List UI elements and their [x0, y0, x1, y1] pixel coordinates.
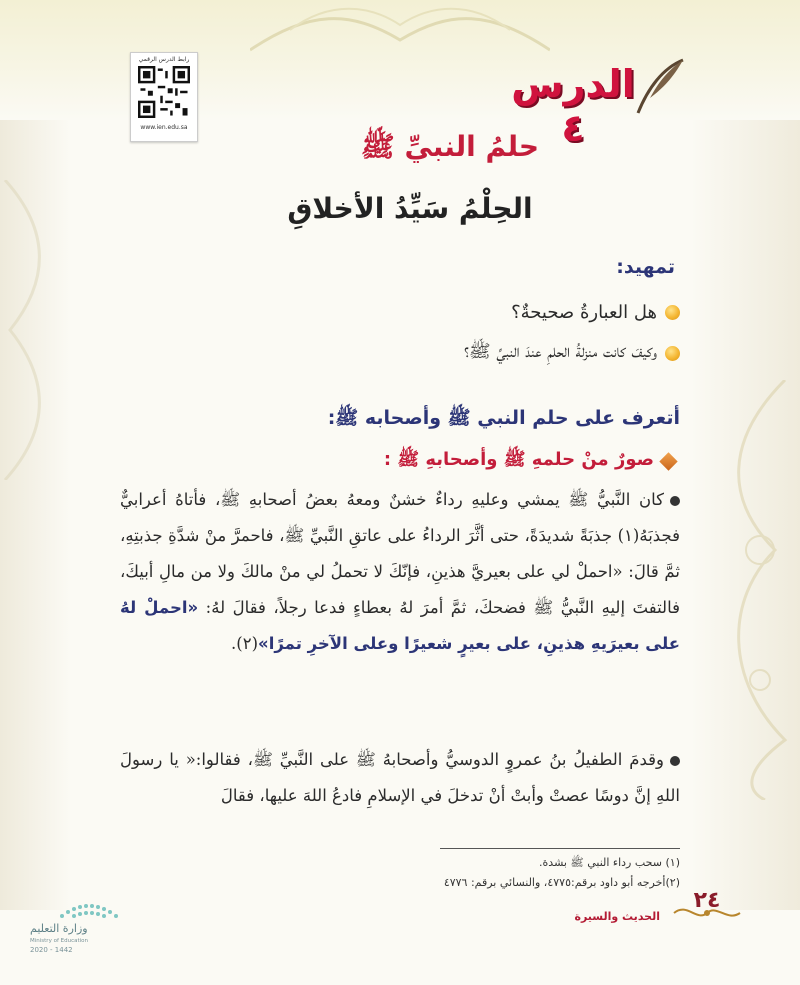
ministry-name: وزارة التعليم — [30, 922, 88, 935]
footnote-divider — [440, 848, 680, 849]
question-text: وكيفَ كانت منزلةُ الحلمِ عندَ النبيِّ ﷺ؟ — [463, 341, 657, 362]
paragraph-1 — [120, 482, 680, 662]
bullet-circle-icon — [665, 346, 680, 361]
ornament-top-icon — [250, 0, 550, 60]
paragraph-1-text: كان النَّبيُّ ﷺ يمشي وعليهِ رداءٌ خشنٌ ومعهُ بعضُ أصحابهِ ﷺ، فأتاهُ أعرابيٌّ فجذبَهُ(١) جذبَةً شديدَةً، حتى أثَّرَ الرداءُ على عاتقِ النَّبيِّ ﷺ، فاحمرَّ منْ شدَّةِ جذبتِهِ، ثمَّ قالَ: «احملْ لي على بعيريَّ هذينِ، فإنّكَ لا تحملُ لي منْ مالكَ ولا من مالِ أبيكَ، فالتفتَ إليهِ النَّبيُّ ﷺ فضحكَ، ثمَّ أمرَ لهُ بعطاءٍ فدعا رجلاً، فقالَ لهُ: — [120, 490, 680, 617]
diamond-bullet-icon — [659, 452, 677, 470]
intro-question-1 — [511, 302, 680, 323]
paragraph-2 — [120, 742, 680, 814]
intro-question-2 — [464, 340, 680, 366]
footnote-1: (١) سحب رداء النبي ﷺ بشدة. — [539, 856, 680, 869]
footnote-2: (٢)أخرجه أبو داود برقم:٤٧٧٥، والنسائي برقم: ٤٧٧٦ — [443, 876, 680, 889]
page-title: حلمُ النبيِّ ﷺ — [360, 130, 540, 163]
page-number: ٢٤ — [693, 888, 721, 913]
qr-code-card[interactable] — [130, 52, 198, 142]
lesson-banner — [468, 58, 680, 150]
ministry-year: 2020 - 1442 — [30, 946, 73, 954]
bullet-circle-icon — [665, 305, 680, 320]
page-number-badge — [672, 888, 742, 924]
subsection-heading — [384, 448, 675, 474]
qr-code-icon[interactable] — [138, 66, 190, 118]
ornament-right-icon — [705, 380, 795, 800]
page-subtitle: الحِلْمُ سَيِّدُ الأخلاقِ — [287, 192, 533, 225]
question-text: هل العبارةُ صحيحةٌ؟ — [511, 302, 657, 323]
bullet-dot-icon — [670, 496, 680, 506]
bullet-dot-icon — [670, 756, 680, 766]
subsection-text: صورٌ منْ حلمهِ ﷺ وأصحابهِ ﷺ : — [383, 449, 654, 470]
ministry-english-name: Ministry of Education — [30, 938, 89, 944]
qr-caption: رابط الدرس الرقمي — [138, 56, 190, 63]
intro-label: تمهيد: — [616, 256, 675, 278]
paragraph-2-text: وقدمَ الطفيلُ بنُ عمروٍ الدوسيُّ وأصحابهُ ﷺ على النَّبيِّ ﷺ، فقالوا:« يا رسولَ اللهِ إنَّ دوسًا عصتْ وأبتْ أنْ تدخلَ في الإسلامِ فادعُ اللهَ عليها، فقالَ — [120, 750, 680, 805]
paragraph-1-ending: (٢). — [231, 634, 259, 653]
ministry-dots-icon — [56, 900, 120, 922]
lesson-label: الدرس ٤ — [511, 62, 635, 150]
ornament-left-icon — [0, 180, 60, 480]
section-heading: أتعرف على حلم النبي ﷺ وأصحابه ﷺ: — [327, 407, 680, 429]
paragraph-1-emphasis: «احملْ لهُ على بعيرَيهِ هذينِ، على بعيرٍ شعيرًا وعلى الآخرِ تمرًا» — [120, 598, 680, 653]
qr-url[interactable]: www.ien.edu.sa — [140, 124, 188, 131]
subject-label: الحديث والسيرة — [574, 910, 660, 923]
